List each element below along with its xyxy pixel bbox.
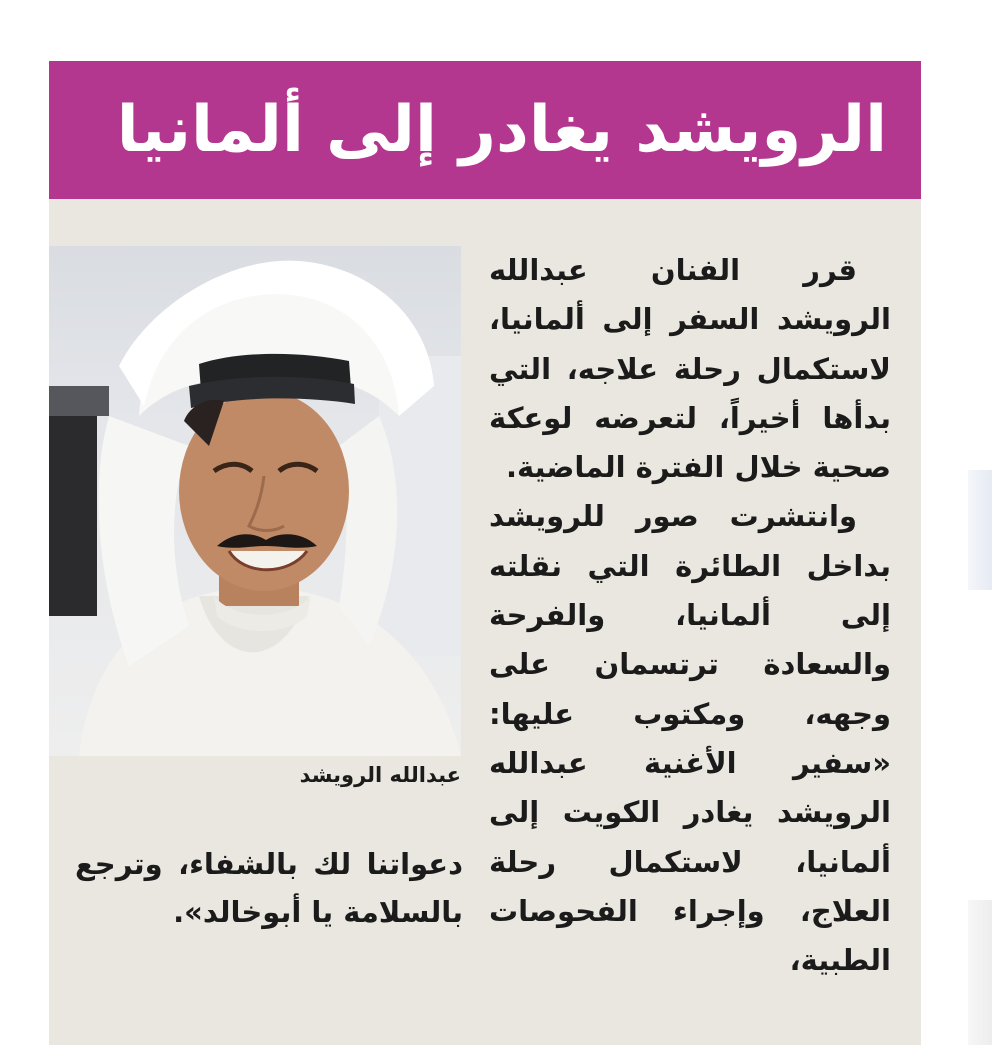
scan-edge-artifact xyxy=(968,900,992,1045)
headline: الرويشد يغادر إلى ألمانيا xyxy=(116,93,887,167)
continuation-paragraph: دعواتنا لك بالشفاء، وترجع بالسلامة يا أبوخالد». xyxy=(75,847,463,929)
body-paragraph: وانتشرت صور للرويشد بداخل الطائرة التي نقلته إلى ألمانيا، والفرحة والسعادة ترتسمان على وجهه، ومكتوب عليها: «سفير الأغنية عبدالله الرويشد يغادر الكويت إلى ألمانيا، لاستكمال رحلة العلاج، وإجراء الفحوصات الطبية، xyxy=(489,499,891,978)
portrait-photo xyxy=(49,246,461,756)
headline-bar xyxy=(49,61,921,199)
article-body xyxy=(489,246,891,985)
body-paragraph: قرر الفنان عبدالله الرويشد السفر إلى ألمانيا، لاستكمال رحلة علاجه، التي بدأها أخيراً، لتعرضه لوعكة صحية خلال الفترة الماضية. xyxy=(489,253,891,485)
scan-edge-artifact xyxy=(968,470,992,590)
photo-caption: عبدالله الرويشد xyxy=(299,763,461,787)
article xyxy=(49,61,921,1045)
article-continuation xyxy=(75,841,463,936)
